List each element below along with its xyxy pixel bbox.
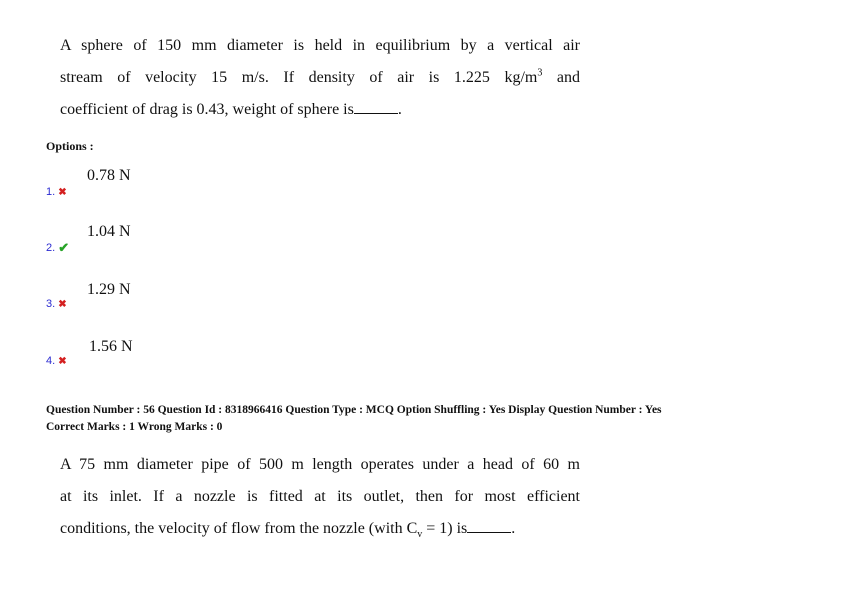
answer-blank	[467, 531, 511, 533]
options-label: Options :	[46, 139, 94, 153]
question-2-line-1: A 75 mm diameter pipe of 500 m length operates under a head of 60 m	[60, 456, 580, 473]
option-4-marker	[46, 355, 67, 367]
option-4-number: 4.	[46, 355, 56, 367]
question-1-line-3: coefficient of drag is 0.43, weight of sphere is .	[60, 101, 402, 118]
option-2-text: 1.04 N	[87, 223, 131, 240]
question-1-line-1: A sphere of 150 mm diameter is held in equilibrium by a vertical air	[60, 37, 580, 54]
option-3-number: 3.	[46, 298, 56, 310]
cross-icon: ✖	[58, 298, 67, 310]
question-2-line-3: conditions, the velocity of flow from the nozzle (with $C_v = 1$) is .	[60, 520, 516, 541]
option-4-text: 1.56 N	[89, 338, 133, 355]
answer-blank	[354, 112, 398, 114]
option-2-number: 2.	[46, 242, 56, 254]
question-meta-line-1: Question Number : 56 Question Id : 8318966416 Question Type : MCQ Option Shuffling : Yes Display Question Number : Yes	[46, 404, 662, 416]
cross-icon: ✖	[58, 186, 67, 198]
question-1-line-2: stream of velocity 15 m/s. If density of air is 1.225 $kg/m^3$ and	[60, 67, 580, 86]
option-2-marker	[46, 240, 69, 256]
option-1-text: 0.78 N	[87, 167, 131, 184]
option-3-text: 1.29 N	[87, 281, 131, 298]
option-1-marker	[46, 186, 67, 198]
question-meta-line-2: Correct Marks : 1 Wrong Marks : 0	[46, 421, 223, 433]
question-2-text	[60, 449, 580, 545]
question-2-line-2: at its inlet. If a nozzle is fitted at its outlet, then for most efficient	[60, 488, 580, 505]
cross-icon: ✖	[58, 355, 67, 367]
question-1-text	[60, 30, 580, 126]
option-1-number: 1.	[46, 186, 56, 198]
option-3-marker	[46, 298, 67, 310]
check-icon: ✔	[58, 240, 70, 255]
